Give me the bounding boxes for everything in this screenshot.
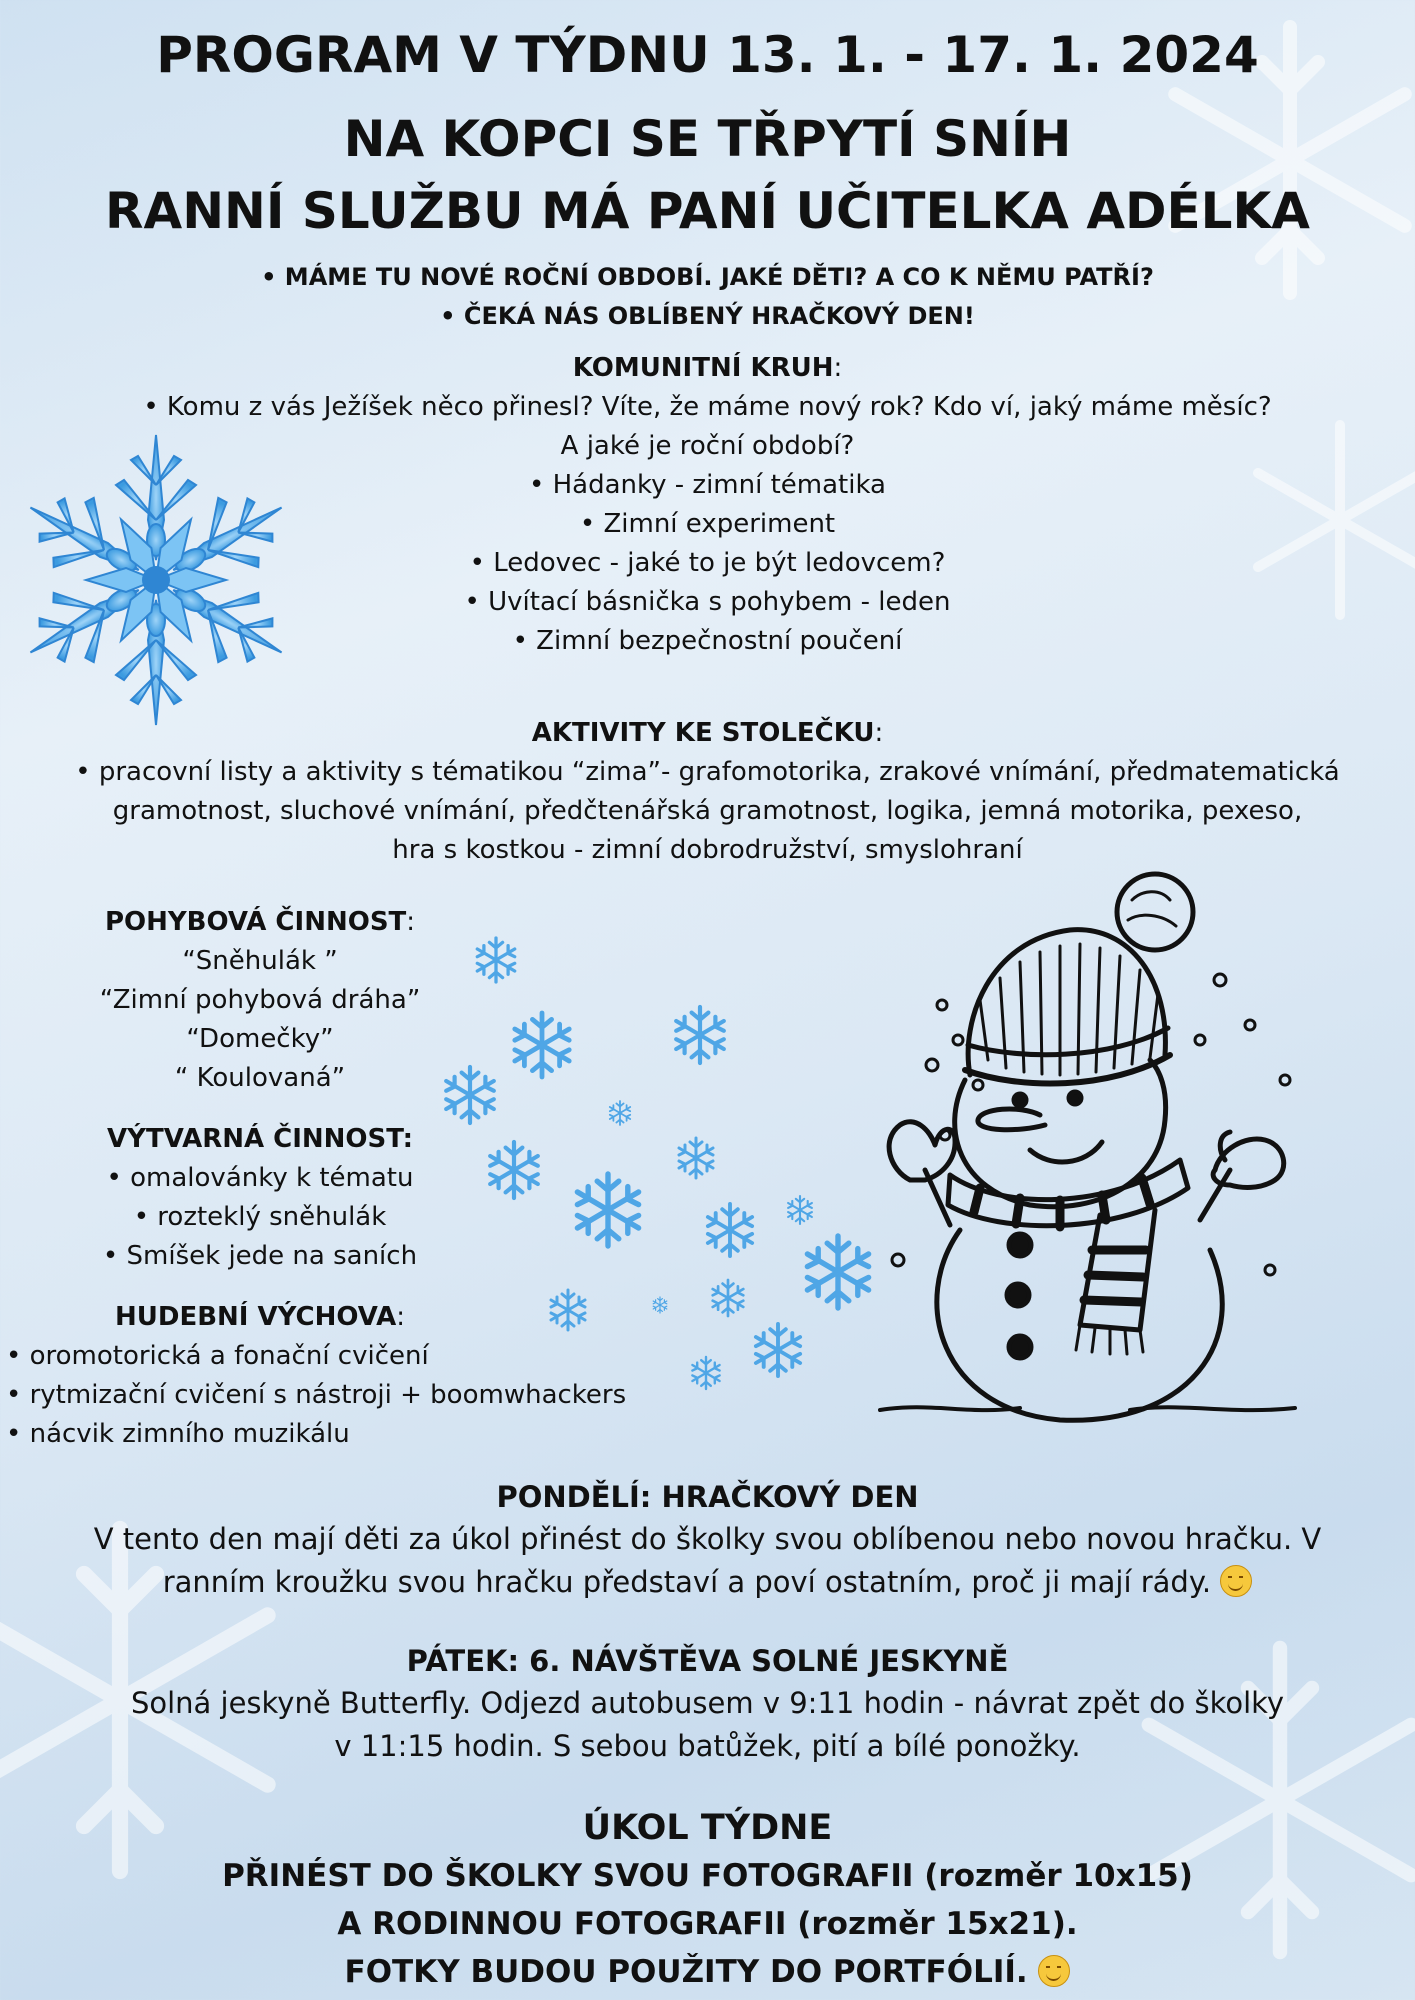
komunitni-item: • Komu z vás Ježíšek něco přinesl? Víte, že máme nový rok? Kdo ví, jaký máme měsíc? (143, 392, 1272, 422)
monday-line-1: V tento den mají děti za úkol přinést do školky svou oblíbenou nebo novou hračku. V (93, 1522, 1322, 1556)
vytvarna-item: • Smíšek jede na saních (102, 1241, 418, 1271)
pohybova-item: “Domečky” (186, 1024, 334, 1054)
friday-heading: PÁTEK: 6. NÁVŠTĚVA SOLNÉ JESKYNĚ (406, 1644, 1009, 1678)
aktivity-line: hra s kostkou - zimní dobrodružství, smyslohraní (392, 835, 1023, 865)
komunitni-kruh-heading: KOMUNITNÍ KRUH: (572, 353, 843, 383)
komunitni-item: • Zimní experiment (579, 509, 836, 539)
task-heading: ÚKOL TÝDNE (582, 1808, 833, 1848)
smile-emoji-icon (1220, 1565, 1252, 1597)
snowflakes-cluster-icon (420, 920, 900, 1400)
aktivity-heading: AKTIVITY KE STOLEČKU: (531, 718, 884, 748)
hudebni-heading: HUDEBNÍ VÝCHOVA: (114, 1302, 406, 1332)
hudebni-item: • rytmizační cvičení s nástroji + boomwhackers (6, 1380, 627, 1410)
komunitni-item: • Uvítací básnička s pohybem - leden (464, 587, 951, 617)
komunitni-item: A jaké je roční období? (560, 431, 855, 461)
pohybova-item: “Zimní pohybová dráha” (99, 985, 421, 1015)
pohybova-item: “Sněhulák ” (182, 946, 338, 976)
vytvarna-item: • rozteklý sněhulák (133, 1202, 387, 1232)
hudebni-item: • oromotorická a fonační cvičení (6, 1341, 429, 1371)
friday-line-2: v 11:15 hodin. S sebou batůžek, pití a bílé ponožky. (334, 1729, 1081, 1763)
header-bullet-2: • ČEKÁ NÁS OBLÍBENÝ HRAČKOVÝ DEN! (440, 302, 975, 330)
komunitni-item: • Hádanky - zimní tématika (529, 470, 886, 500)
snowflake-icon (6, 430, 306, 730)
header-bullet-1: • MÁME TU NOVÉ ROČNÍ OBDOBÍ. JAKÉ DĚTI? A CO K NĚMU PATŘÍ? (261, 263, 1154, 291)
pohybova-heading: POHYBOVÁ ČINNOST: (104, 907, 416, 937)
morning-duty-title: RANNÍ SLUŽBU MÁ PANÍ UČITELKA ADÉLKA (105, 182, 1310, 240)
monday-line-2: ranním kroužku svou hračku představí a poví ostatním, proč ji mají rády. (0, 1561, 1415, 1603)
theme-title: NA KOPCI SE TŘPYTÍ SNÍH (343, 110, 1072, 168)
task-line-1: PŘINÉST DO ŠKOLKY SVOU FOTOGRAFII (rozměr 10x15) (222, 1858, 1193, 1894)
page-title: PROGRAM V TÝDNU 13. 1. - 17. 1. 2024 (156, 26, 1259, 84)
monday-heading: PONDĚLÍ: HRAČKOVÝ DEN (496, 1480, 919, 1514)
aktivity-line: gramotnost, sluchové vnímání, předčtenářská gramotnost, logika, jemná motorika, pexeso, (112, 796, 1303, 826)
komunitni-item: • Ledovec - jaké to je být ledovcem? (469, 548, 946, 578)
smile-emoji-icon (1038, 1955, 1070, 1987)
task-line-2: A RODINNOU FOTOGRAFII (rozměr 15x21). (337, 1906, 1078, 1942)
pohybova-item: “ Koulovaná” (174, 1063, 346, 1093)
vytvarna-heading: VÝTVARNÁ ČINNOST: (107, 1124, 413, 1154)
komunitni-item: • Zimní bezpečnostní poučení (512, 626, 903, 656)
vytvarna-item: • omalovánky k tématu (106, 1163, 414, 1193)
hudebni-item: • nácvik zimního muzikálu (6, 1419, 350, 1449)
task-line-3: FOTKY BUDOU POUŽITY DO PORTFÓLIÍ. (0, 1949, 1415, 1995)
friday-line-1: Solná jeskyně Butterfly. Odjezd autobusem v 9:11 hodin - návrat zpět do školky (130, 1686, 1285, 1720)
snowman-illustration (870, 870, 1320, 1430)
aktivity-line: • pracovní listy a aktivity s tématikou “zima”- grafomotorika, zrakové vnímání, předmatematická (75, 757, 1340, 787)
